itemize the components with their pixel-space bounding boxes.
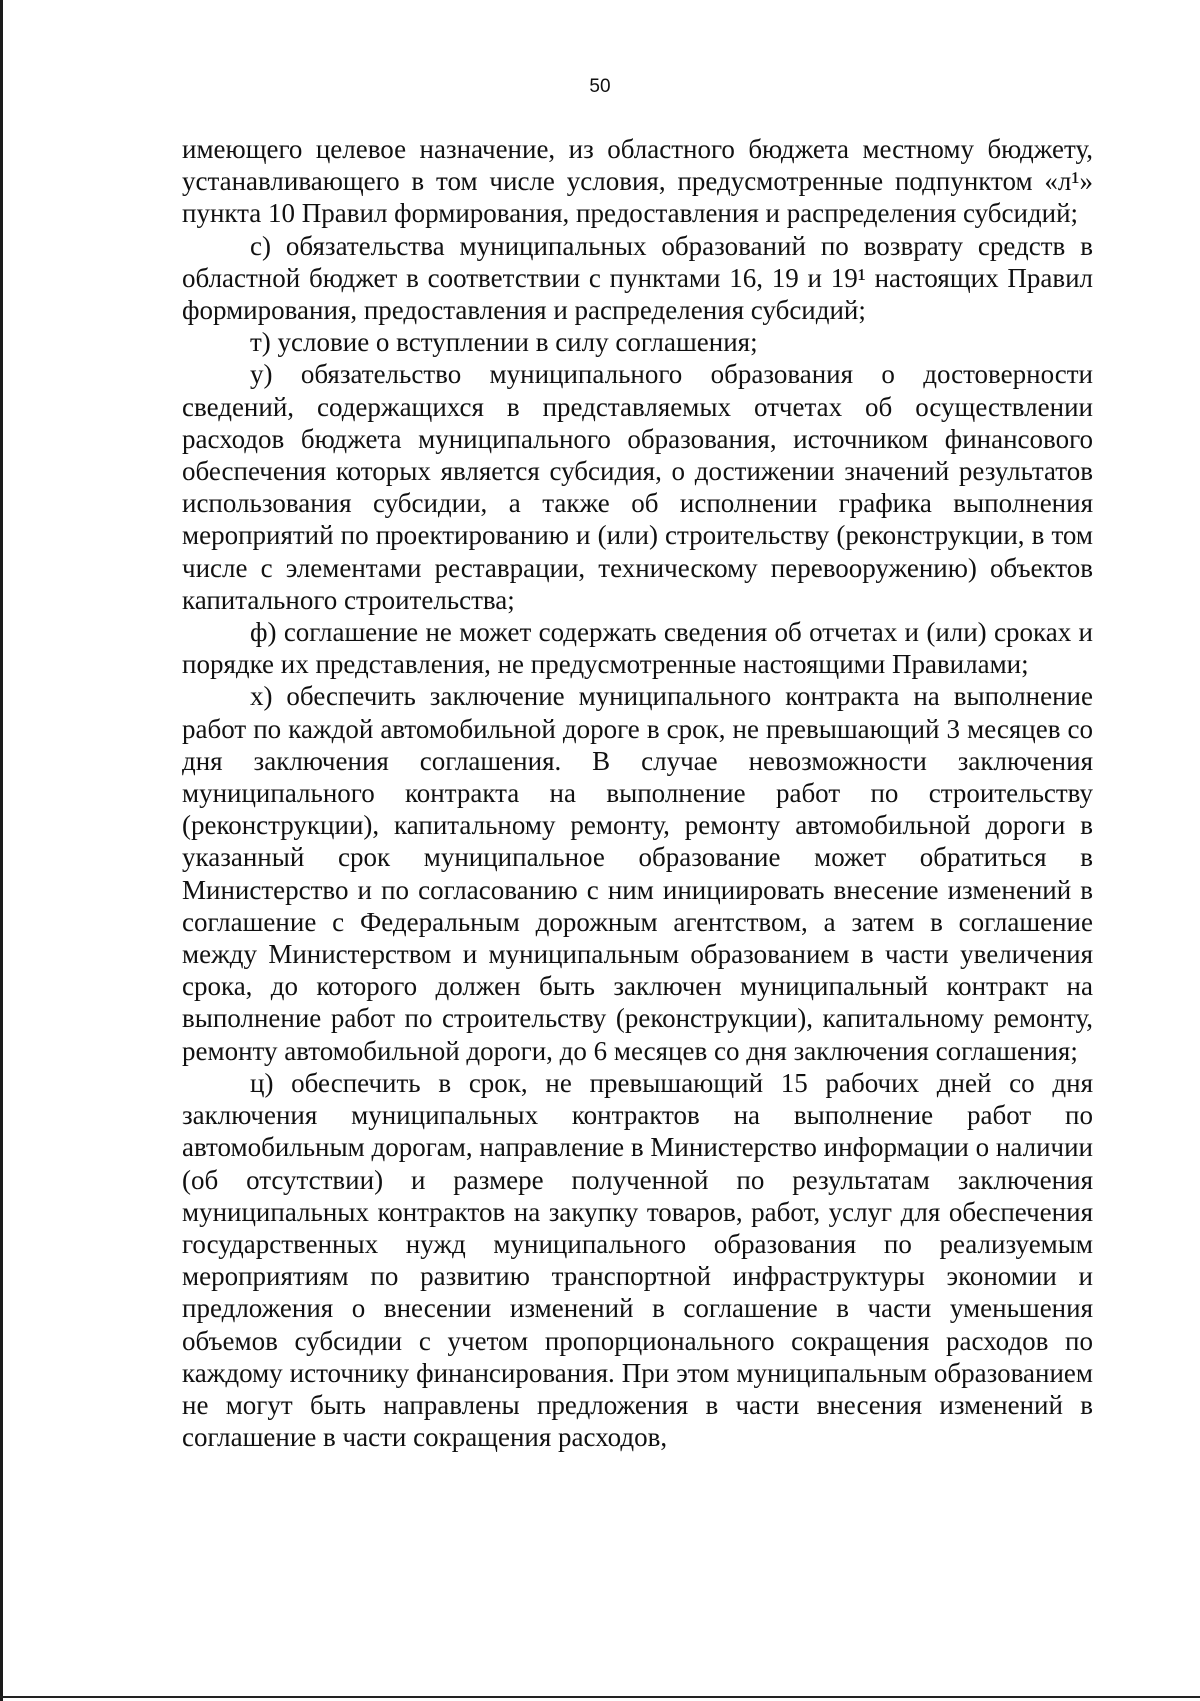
scan-edge-bottom <box>0 1696 1200 1698</box>
paragraph-item-s: с) обязательства муниципальных образований по возврату средств в областной бюджет в соответствии с пунктами 16, 19 и 19¹ настоящих Правил формирования, предоставления и распределения субсидий; <box>182 230 1093 326</box>
page-number: 50 <box>589 76 611 97</box>
paragraph-continuation: имеющего целевое назначение, из областного бюджета местному бюджету, устанавливающего в том числе условия, предусмотренные подпунктом «л¹» пункта 10 Правил формирования, предоставления и распределения субсидий; <box>182 134 1093 229</box>
document-body <box>182 133 1093 1453</box>
paragraph-item-u: у) обязательство муниципального образования о достоверности сведений, содержащихся в представляемых отчетах об осуществлении расходов бюджета муниципального образования, источником финансового обеспечения которых является субсидия, о достижении значений результатов использования субсидии, а также об исполнении графика выполнения мероприятий по проектированию и (или) строительству (реконструкции, в том числе с элементами реставрации, техническому перевооружению) объектов капитального строительства; <box>182 359 1093 615</box>
scan-edge-left <box>0 0 3 1701</box>
paragraph-item-t: т) условие о вступлении в силу соглашения; <box>250 327 758 358</box>
paragraph-item-kh: х) обеспечить заключение муниципального контракта на выполнение работ по каждой автомобильной дороге в срок, не превышающий 3 месяцев со дня заключения соглашения. В случае невозможности заключения муниципального контракта на выполнение работ по строительству (реконструкции), капитальному ремонту, ремонту автомобильной дороги в указанный срок муниципальное образование может обратиться в Министерство и по согласованию с ним инициировать внесение изменений в соглашение с Федеральным дорожным агентством, а затем в соглашение между Министерством и муниципальным образованием в части увеличения срока, до которого должен быть заключен муниципальный контракт на выполнение работ по строительству (реконструкции), капитальному ремонту, ремонту автомобильной дороги, до 6 месяцев со дня заключения соглашения; <box>182 681 1093 1066</box>
paragraph-item-ts: ц) обеспечить в срок, не превышающий 15 рабочих дней со дня заключения муниципальных контрактов на выполнение работ по автомобильным дорогам, направление в Министерство информации о наличии (об отсутствии) и размере полученной по результатам заключения муниципальных контрактов на закупку товаров, работ, услуг для обеспечения государственных нужд муниципального образования по реализуемым мероприятиям по развитию транспортной инфраструктуры экономии и предложения о внесении изменений в соглашение в части уменьшения объемов субсидии с учетом пропорционального сокращения расходов по каждому источнику финансирования. При этом муниципальным образованием не могут быть направлены предложения в части внесения изменений в соглашение в части сокращения расходов, <box>182 1067 1093 1453</box>
paragraph-item-f: ф) соглашение не может содержать сведения об отчетах и (или) сроках и порядке их представления, не предусмотренные настоящими Правилами; <box>182 617 1093 680</box>
